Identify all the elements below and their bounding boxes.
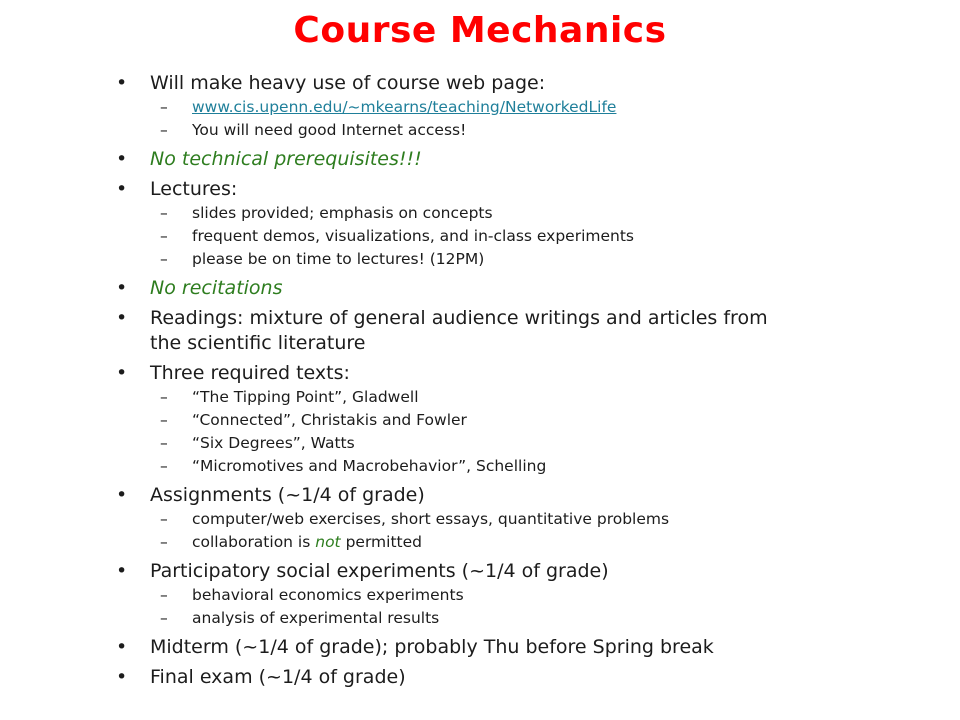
- course-web-page-link[interactable]: www.cis.upenn.edu/~mkearns/teaching/NetworkedLife: [192, 98, 617, 116]
- bullet-text: No recitations: [150, 277, 283, 299]
- collab-post-text: permitted: [340, 533, 422, 551]
- sub-bullet-texts-3: [114, 455, 874, 478]
- sub-bullet-text: slides provided; emphasis on concepts: [192, 204, 493, 222]
- sub-bullet-text: frequent demos, visualizations, and in-class experiments: [192, 227, 634, 245]
- sub-bullet-experiments-1: [114, 607, 874, 630]
- sub-bullet-lectures-0: [114, 202, 874, 225]
- bullet-icon: •: [116, 636, 128, 658]
- sub-bullet-internet: [114, 119, 874, 142]
- bullet-icon: •: [116, 277, 128, 299]
- bullet-icon: •: [116, 560, 128, 582]
- sub-bullet-texts-2: [114, 432, 874, 455]
- bullet-text: Assignments (~1/4 of grade): [150, 484, 425, 506]
- bullet-icon: •: [116, 362, 128, 384]
- bullet-readings: [114, 306, 874, 356]
- sub-bullet-text: analysis of experimental results: [192, 609, 440, 627]
- sub-bullet-text: computer/web exercises, short essays, quantitative problems: [192, 510, 670, 528]
- bullet-icon: •: [116, 148, 128, 170]
- sub-bullet-text: “Connected”, Christakis and Fowler: [192, 411, 467, 429]
- bullet-text: Participatory social experiments (~1/4 of grade): [150, 560, 609, 582]
- collab-pre-text: collaboration is: [192, 533, 316, 551]
- bullet-icon: •: [116, 72, 128, 94]
- bullet-text: Three required texts:: [150, 362, 350, 384]
- sub-bullet-lectures-2: [114, 248, 874, 271]
- dash-icon: –: [160, 434, 168, 452]
- dash-icon: –: [160, 227, 168, 245]
- bullet-icon: •: [116, 666, 128, 688]
- bullet-icon: •: [116, 307, 128, 329]
- dash-icon: –: [160, 411, 168, 429]
- sub-bullet-assignments-1: [114, 531, 874, 554]
- bullet-icon: •: [116, 484, 128, 506]
- dash-icon: –: [160, 533, 168, 551]
- bullet-texts: [114, 361, 874, 386]
- dash-icon: –: [160, 121, 168, 139]
- dash-icon: –: [160, 586, 168, 604]
- dash-icon: –: [160, 98, 168, 116]
- sub-bullet-experiments-0: [114, 584, 874, 607]
- sub-bullet-text: “The Tipping Point”, Gladwell: [192, 388, 419, 406]
- dash-icon: –: [160, 510, 168, 528]
- bullet-text: Lectures:: [150, 178, 238, 200]
- sub-bullet-texts-0: [114, 386, 874, 409]
- collab-not-text: not: [315, 533, 341, 551]
- bullet-text: Midterm (~1/4 of grade); probably Thu before Spring break: [150, 636, 714, 658]
- sub-bullet-text: please be on time to lectures! (12PM): [192, 250, 485, 268]
- dash-icon: –: [160, 609, 168, 627]
- bullet-web-page: [114, 71, 874, 96]
- sub-bullet-lectures-1: [114, 225, 874, 248]
- sub-bullet-text: “Six Degrees”, Watts: [192, 434, 355, 452]
- bullet-recitations: [114, 276, 874, 301]
- bullet-text: Will make heavy use of course web page:: [150, 72, 546, 94]
- sub-bullet-url: [114, 96, 874, 119]
- bullet-lectures: [114, 177, 874, 202]
- bullet-experiments: [114, 559, 874, 584]
- bullet-text-line-1: Readings: mixture of general audience writings and articles from: [150, 307, 768, 329]
- bullet-icon: •: [116, 178, 128, 200]
- sub-bullet-text: You will need good Internet access!: [192, 121, 467, 139]
- dash-icon: –: [160, 457, 168, 475]
- sub-bullet-texts-1: [114, 409, 874, 432]
- sub-bullet-text: “Micromotives and Macrobehavior”, Schelling: [192, 457, 547, 475]
- bullet-final: [114, 665, 874, 690]
- dash-icon: –: [160, 204, 168, 222]
- bullet-midterm: [114, 635, 874, 660]
- slide-title: Course Mechanics: [293, 10, 667, 51]
- sub-bullet-assignments-0: [114, 508, 874, 531]
- bullet-list: [114, 66, 874, 690]
- bullet-text: Final exam (~1/4 of grade): [150, 666, 406, 688]
- sub-bullet-text: behavioral economics experiments: [192, 586, 464, 604]
- bullet-text-line-2: the scientific literature: [150, 332, 366, 354]
- dash-icon: –: [160, 388, 168, 406]
- bullet-prerequisites: [114, 147, 874, 172]
- dash-icon: –: [160, 250, 168, 268]
- bullet-assignments: [114, 483, 874, 508]
- bullet-text: No technical prerequisites!!!: [150, 148, 422, 170]
